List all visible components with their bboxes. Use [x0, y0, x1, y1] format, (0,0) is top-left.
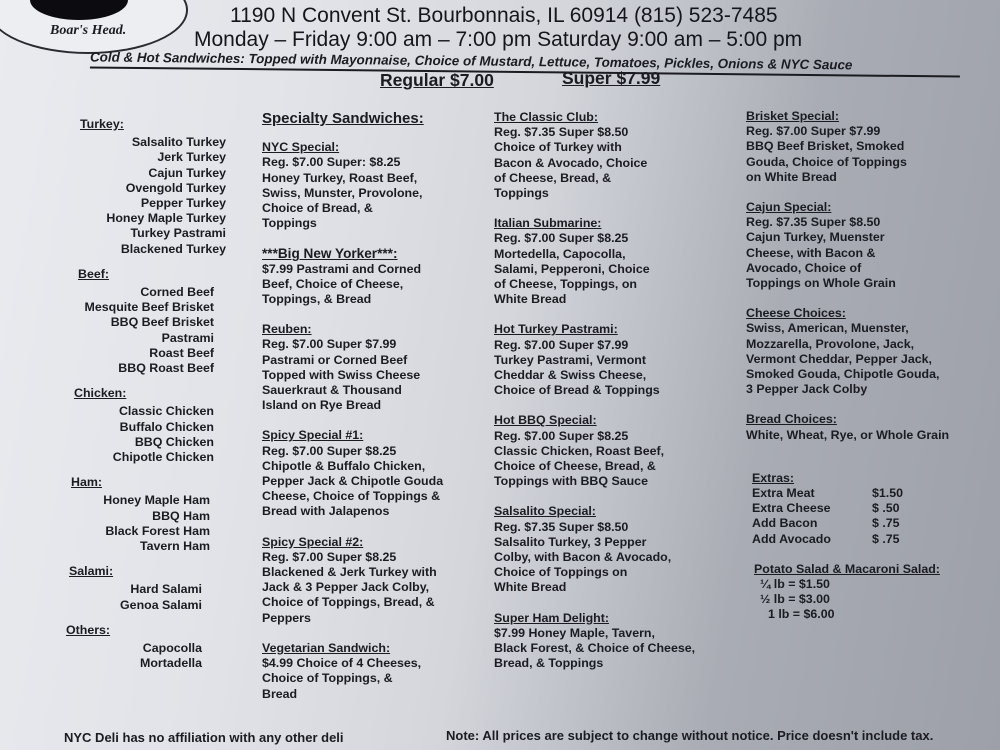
section-line: White, Wheat, Rye, or Whole Grain	[746, 427, 950, 442]
ham-heading: Ham:	[71, 475, 102, 490]
menu-item: Mesquite Beef Brisket	[84, 300, 214, 315]
section-title: Bread Choices:	[746, 412, 837, 427]
reuben	[262, 322, 490, 413]
section-line: $7.99 Honey Maple, Tavern,	[494, 625, 655, 640]
salsalito-special	[494, 504, 722, 595]
specialty-column	[262, 111, 490, 702]
others-list	[66, 641, 202, 671]
extra-row	[752, 501, 986, 516]
menu-item: Roast Beef	[149, 345, 214, 360]
section-title: Spicy Special #1:	[262, 428, 364, 443]
menu-item: Tavern Ham	[139, 539, 210, 554]
menu-item: Chipotle Chicken	[112, 450, 214, 465]
intro-line: Cold & Hot Sandwiches: Topped with Mayonnaise, Choice of Mustard, Lettuce, Tomatoes, Pickles, Onions & NYC Sauce	[90, 49, 960, 77]
section-line: ½ lb = $3.00	[760, 592, 830, 607]
menu-item: Turkey Pastrami	[130, 226, 226, 241]
section-price: Reg. $7.00 Super $7.99	[262, 337, 397, 352]
menu-item: BBQ Chicken	[134, 434, 214, 449]
section-line: Mortedella, Capocolla,	[494, 246, 626, 261]
beef-list	[66, 285, 214, 376]
salami-list	[66, 582, 202, 612]
section-line: Cajun Turkey, Muenster	[746, 230, 885, 245]
section-line: Mozzarella, Provolone, Jack,	[746, 336, 915, 351]
super-price: Super $7.99	[562, 68, 661, 88]
section-line: Peppers	[262, 610, 311, 625]
section-line: $7.99 Pastrami and Corned	[262, 261, 422, 276]
section-line: Black Forest, & Choice of Cheese,	[494, 641, 696, 656]
section-line: Bread, & Toppings	[494, 656, 604, 671]
section-line: Toppings, & Bread	[262, 292, 372, 307]
section-title: Cajun Special:	[746, 200, 832, 215]
hot-bbq-special	[494, 413, 722, 489]
section-line: Toppings	[494, 186, 549, 201]
section-line: Chipotle & Buffalo Chicken,	[262, 458, 426, 473]
section-line: Swiss, Munster, Provolone,	[262, 185, 423, 200]
logo-text: Boar's Head.	[50, 23, 127, 38]
section-line: Cheese, Choice of Toppings &	[262, 489, 441, 504]
section-title: ***Big New Yorker***:	[262, 246, 398, 262]
section-title: Brisket Special:	[746, 109, 839, 123]
section-line: Vermont Cheddar, Pepper Jack,	[746, 351, 932, 366]
regular-price: Regular $7.00	[380, 70, 494, 90]
spicy-special-1	[262, 428, 490, 519]
section-line: Cheese, with Bacon &	[746, 245, 876, 260]
section-title: Italian Submarine:	[494, 216, 602, 231]
brisket-special	[746, 109, 986, 185]
section-line: 1 lb = $6.00	[768, 607, 835, 622]
section-line: Choice of Bread & Toppings	[494, 383, 660, 398]
section-line: Pepper Jack & Chipotle Gouda	[262, 474, 444, 489]
section-line: Choice of Cheese, Bread, &	[494, 459, 656, 474]
section-line: Toppings with BBQ Sauce	[494, 474, 648, 489]
section-title: Salsalito Special:	[494, 504, 596, 519]
section-line: of Cheese, Bread, &	[494, 170, 612, 185]
section-line: Pastrami or Corned Beef	[262, 352, 408, 367]
section-line: Classic Chicken, Roast Beef,	[494, 443, 665, 458]
section-line: Gouda, Choice of Toppings	[746, 154, 907, 169]
menu-item: Pepper Turkey	[140, 196, 226, 211]
extra-row	[752, 486, 986, 501]
section-title: Spicy Special #2:	[262, 534, 364, 549]
extra-price: $ .75	[872, 516, 900, 531]
extra-name: Extra Cheese	[752, 501, 831, 516]
menu-item: Pastrami	[161, 330, 214, 345]
hot-turkey-pastrami	[494, 322, 722, 398]
section-line: Sauerkraut & Thousand	[262, 383, 402, 398]
logo-blot	[30, 0, 128, 20]
section-line: Choice of Toppings, &	[262, 671, 393, 686]
menu-item: Blackened Turkey	[120, 241, 226, 256]
section-price: Reg. $7.00 Super $8.25	[262, 549, 397, 564]
beef-heading: Beef:	[78, 266, 109, 281]
extra-price: $ .75	[872, 531, 900, 546]
classic-club	[494, 110, 722, 201]
section-line: Avocado, Choice of	[746, 260, 862, 275]
section-line: Salami, Pepperoni, Choice	[494, 261, 650, 276]
section-line: 3 Pepper Jack Colby	[746, 382, 868, 397]
section-line: Toppings	[262, 216, 317, 231]
extra-row	[752, 516, 986, 531]
section-price: Reg. $7.00 Super $7.99	[494, 337, 629, 352]
extras	[752, 471, 986, 547]
section-price: Reg. $7.00 Super $8.25	[494, 428, 629, 443]
section-title: Potato Salad & Macaroni Salad:	[754, 561, 940, 576]
section-title: NYC Special:	[262, 140, 340, 155]
section-line: $4.99 Choice of 4 Cheeses,	[262, 656, 422, 671]
menu-item: Buffalo Chicken	[119, 419, 214, 434]
section-line: of Cheese, Toppings, on	[494, 277, 637, 292]
section-line: Smoked Gouda, Chipotle Gouda,	[746, 367, 940, 382]
section-title: Extras:	[752, 470, 795, 485]
big-new-yorker	[262, 246, 490, 307]
section-line: Bread	[262, 686, 298, 701]
section-line: Swiss, American, Muenster,	[746, 321, 909, 336]
menu-item: Hard Salami	[130, 582, 202, 597]
section-title: Cheese Choices:	[746, 306, 846, 321]
footer-note: Note: All prices are subject to change without notice. Price doesn't include tax.	[446, 728, 934, 743]
menu-item: Jerk Turkey	[157, 150, 226, 165]
others-heading: Others:	[66, 622, 111, 637]
turkey-heading: Turkey:	[80, 117, 124, 131]
menu-item: BBQ Ham	[152, 508, 210, 523]
section-line: Choice of Turkey with	[494, 140, 622, 155]
cheese-choices	[746, 306, 986, 397]
section-price: Reg. $7.00 Super $8.25	[262, 443, 397, 458]
section-line: Topped with Swiss Cheese	[262, 367, 421, 382]
section-title: The Classic Club:	[494, 110, 598, 124]
menu-item: Genoa Salami	[120, 597, 202, 612]
menu-item: Classic Chicken	[118, 404, 214, 419]
menu-item: Mortadella	[140, 656, 202, 671]
menu-item: Salsalito Turkey	[131, 135, 226, 150]
chicken-heading: Chicken:	[74, 386, 127, 401]
menu-item: Capocolla	[142, 641, 202, 656]
super-ham-delight	[494, 611, 722, 672]
menu-item: BBQ Beef Brisket	[110, 315, 214, 330]
section-line: BBQ Beef Brisket, Smoked	[746, 139, 905, 154]
section-line: Bacon & Avocado, Choice	[494, 155, 648, 170]
section-line: Turkey Pastrami, Vermont	[494, 352, 646, 367]
menu-item: Honey Maple Ham	[103, 493, 210, 508]
section-title: Hot Turkey Pastrami:	[494, 322, 618, 337]
section-title: Reuben:	[262, 322, 312, 337]
section-price: Reg. $7.00 Super $7.99	[746, 124, 881, 139]
cajun-special	[746, 200, 986, 291]
ham-list	[66, 493, 210, 554]
section-line: White Bread	[494, 580, 567, 595]
section-title: Super Ham Delight:	[494, 610, 609, 625]
section-line: Colby, with Bacon & Avocado,	[494, 550, 672, 565]
section-price: Reg. $7.00 Super: $8.25	[262, 155, 401, 170]
extra-row	[752, 532, 986, 547]
section-price: Reg. $7.35 Super $8.50	[494, 125, 629, 140]
meat-column	[66, 117, 226, 672]
menu-item: Black Forest Ham	[105, 523, 210, 538]
section-line: Choice of Toppings, Bread, &	[262, 595, 435, 610]
spicy-special-2	[262, 535, 490, 626]
turkey-list	[66, 135, 226, 257]
section-line: on White Bread	[746, 169, 837, 184]
italian-submarine	[494, 216, 722, 307]
extra-price: $ .50	[872, 501, 900, 516]
nyc-special	[262, 140, 490, 231]
section-price: Reg. $7.35 Super $8.50	[746, 215, 881, 230]
extra-price: $1.50	[872, 486, 904, 501]
extra-name: Add Bacon	[752, 516, 818, 531]
menu-item: Cajun Turkey	[148, 165, 226, 180]
section-line: White Bread	[494, 292, 567, 307]
section-line: Cheddar & Swiss Cheese,	[494, 368, 647, 383]
menu-item: Honey Maple Turkey	[106, 211, 226, 226]
section-line: Salsalito Turkey, 3 Pepper	[494, 534, 647, 549]
bread-choices	[746, 412, 986, 442]
extra-name: Add Avocado	[752, 531, 831, 546]
footer-affiliation: NYC Deli has no affiliation with any other deli	[64, 730, 344, 745]
section-line: Jack & 3 Pepper Jack Colby,	[262, 580, 430, 595]
section-line: ¼ lb = $1.50	[760, 577, 830, 592]
section-price: Reg. $7.35 Super $8.50	[494, 519, 629, 534]
address-phone: 1190 N Convent St. Bourbonnais, IL 60914 (815) 523-7485	[230, 4, 778, 27]
section-price: Reg. $7.00 Super $8.25	[494, 231, 629, 246]
chicken-list	[66, 404, 214, 465]
menu-item: Corned Beef	[140, 285, 214, 300]
menu-item: Ovengold Turkey	[125, 180, 226, 195]
section-line: Toppings on Whole Grain	[746, 276, 896, 291]
boars-head-logo	[0, 0, 188, 54]
section-line: Choice of Bread, &	[262, 201, 373, 216]
section-line: Island on Rye Bread	[262, 398, 382, 413]
hours: Monday – Friday 9:00 am – 7:00 pm Saturday 9:00 am – 5:00 pm	[194, 28, 803, 51]
section-line: Bread with Jalapenos	[262, 504, 390, 519]
section-line: Beef, Choice of Cheese,	[262, 276, 404, 291]
extra-name: Extra Meat	[752, 486, 815, 501]
menu-item: BBQ Roast Beef	[118, 361, 214, 376]
section-title: Vegetarian Sandwich:	[262, 640, 391, 655]
section-line: Honey Turkey, Roast Beef,	[262, 170, 418, 185]
section-line: Choice of Toppings on	[494, 565, 628, 580]
vegetarian-sandwich	[262, 641, 490, 702]
section-title: Hot BBQ Special:	[494, 413, 597, 428]
specialty-heading: Specialty Sandwiches:	[262, 110, 424, 127]
sandwich-column-3	[494, 110, 722, 672]
section-line: Blackened & Jerk Turkey with	[262, 565, 437, 580]
sandwich-column-4	[746, 109, 986, 623]
salami-heading: Salami:	[69, 564, 114, 579]
salad-prices	[754, 562, 986, 623]
